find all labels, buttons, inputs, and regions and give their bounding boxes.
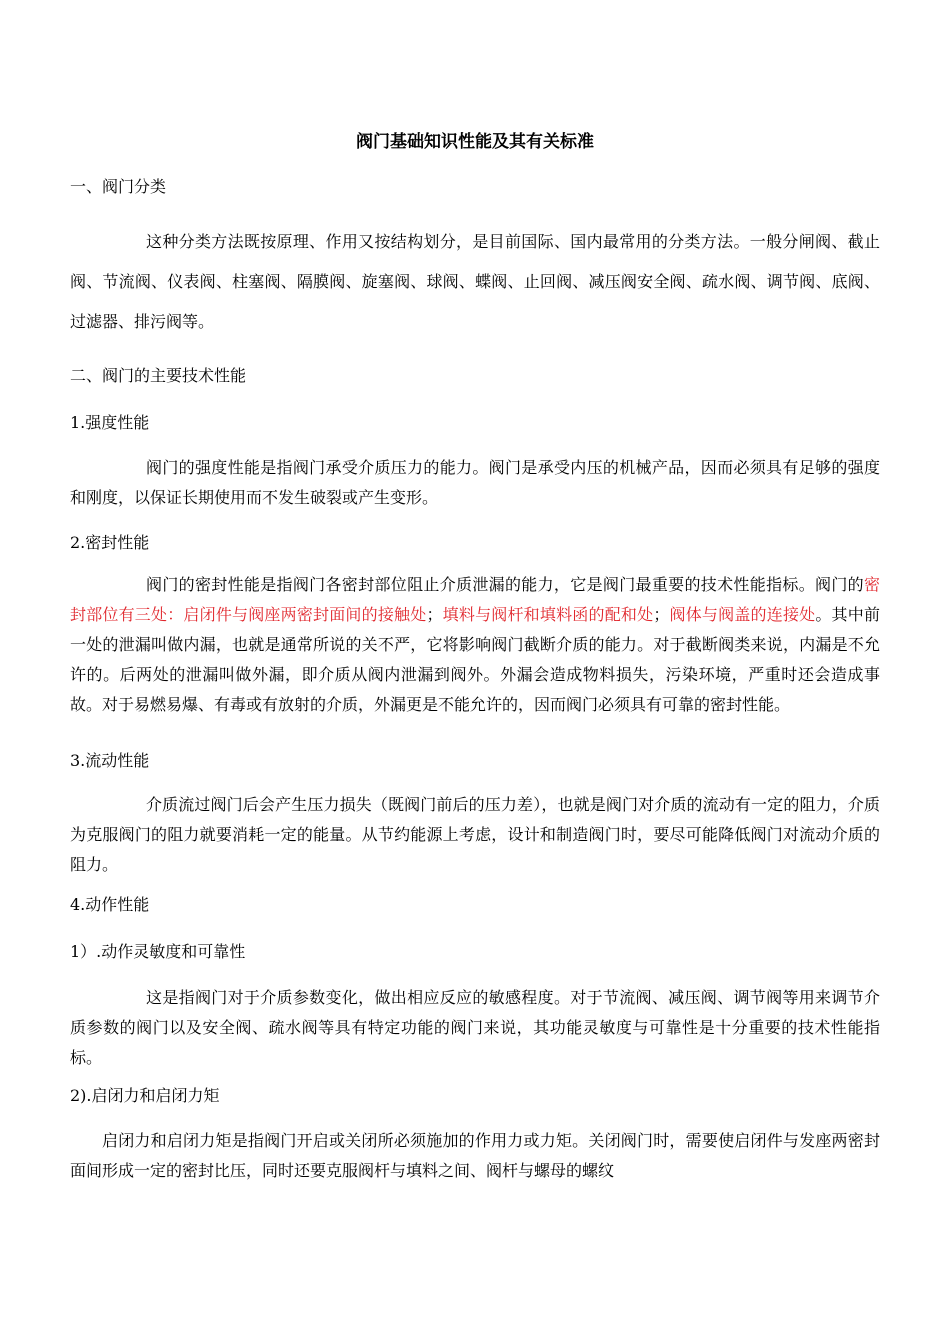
paragraph-action-sensitivity: 这是指阀门对于介质参数变化，做出相应反应的敏感程度。对于节流阀、减压阀、调节阀等用来调节介质参数的阀门以及安全阀、疏水阀等具有特定功能的阀门来说，其功能灵敏度与可靠性是十分重要的技术性能指标。 [70,988,880,1067]
paragraph-strength: 阀门的强度性能是指阀门承受介质压力的能力。阀门是承受内压的机械产品，因而必须具有足够的强度和刚度，以保证长期使用而不发生破裂或产生变形。 [70,458,880,507]
sealing-text-rest: 。其中前一处的泄漏叫做内漏，也就是通常所说的关不严，它将影响阀门截断介质的能力。对于截断阀类来说，内漏是不允许的。后两处的泄漏叫做外漏，即介质从阀内泄漏到阀外。外漏会造成物料损失，污染环境，严重时还会造成事故。对于易燃易爆、有毒或有放射的介质，外漏更是不能允许的，因而阀门必须具有可靠的密封性能。 [70,605,880,714]
sealing-separator-1: ； [426,605,443,624]
sealing-highlight-2: 填料与阀杆和填料函的配和处 [442,605,654,624]
subheading-flow: 3.流动性能 [70,751,150,770]
subheading-sealing: 2.密封性能 [70,533,150,552]
paragraph-flow: 介质流过阀门后会产生压力损失（既阀门前后的压力差），也就是阀门对介质的流动有一定的阻力，介质为克服阀门的阻力就要消耗一定的能量。从节约能源上考虑，设计和制造阀门时，要尽可能降低阀门对流动介质的阻力。 [70,795,880,874]
sealing-highlight-3: 阀体与阀盖的连接处 [669,605,816,624]
subheading-action-sensitivity: 1）.动作灵敏度和可靠性 [70,942,246,961]
subheading-opening-force: 2).启闭力和启闭力矩 [70,1086,220,1105]
subheading-action: 4.动作性能 [70,895,150,914]
section-heading-performance: 二、阀门的主要技术性能 [70,366,247,385]
document-title: 阀门基础知识性能及其有关标准 [356,132,594,152]
sealing-text-intro: 阀门的密封性能是指阀门各密封部位阻止介质泄漏的能力，它是阀门最重要的技术性能指标。阀门的 [146,575,864,594]
sealing-separator-2: ； [653,605,670,624]
sealing-highlight-1: 密封部位有三处：启闭件与阀座两密封面间的接触处 [70,575,880,624]
paragraph-opening-force: 启闭力和启闭力矩是指阀门开启或关闭所必须施加的作用力或力矩。关闭阀门时，需要使启闭件与发座两密封面间形成一定的密封比压，同时还要克服阀杆与填料之间、阀杆与螺母的螺纹 [70,1131,880,1180]
subheading-strength: 1.强度性能 [70,413,150,432]
section-heading-classification: 一、阀门分类 [70,177,167,196]
paragraph-sealing [70,570,880,720]
paragraph-classification: 这种分类方法既按原理、作用又按结构划分，是目前国际、国内最常用的分类方法。一般分闸阀、截止阀、节流阀、仪表阀、柱塞阀、隔膜阀、旋塞阀、球阀、蝶阀、止回阀、减压阀安全阀、疏水阀、调节阀、底阀、过滤器、排污阀等。 [70,232,880,331]
